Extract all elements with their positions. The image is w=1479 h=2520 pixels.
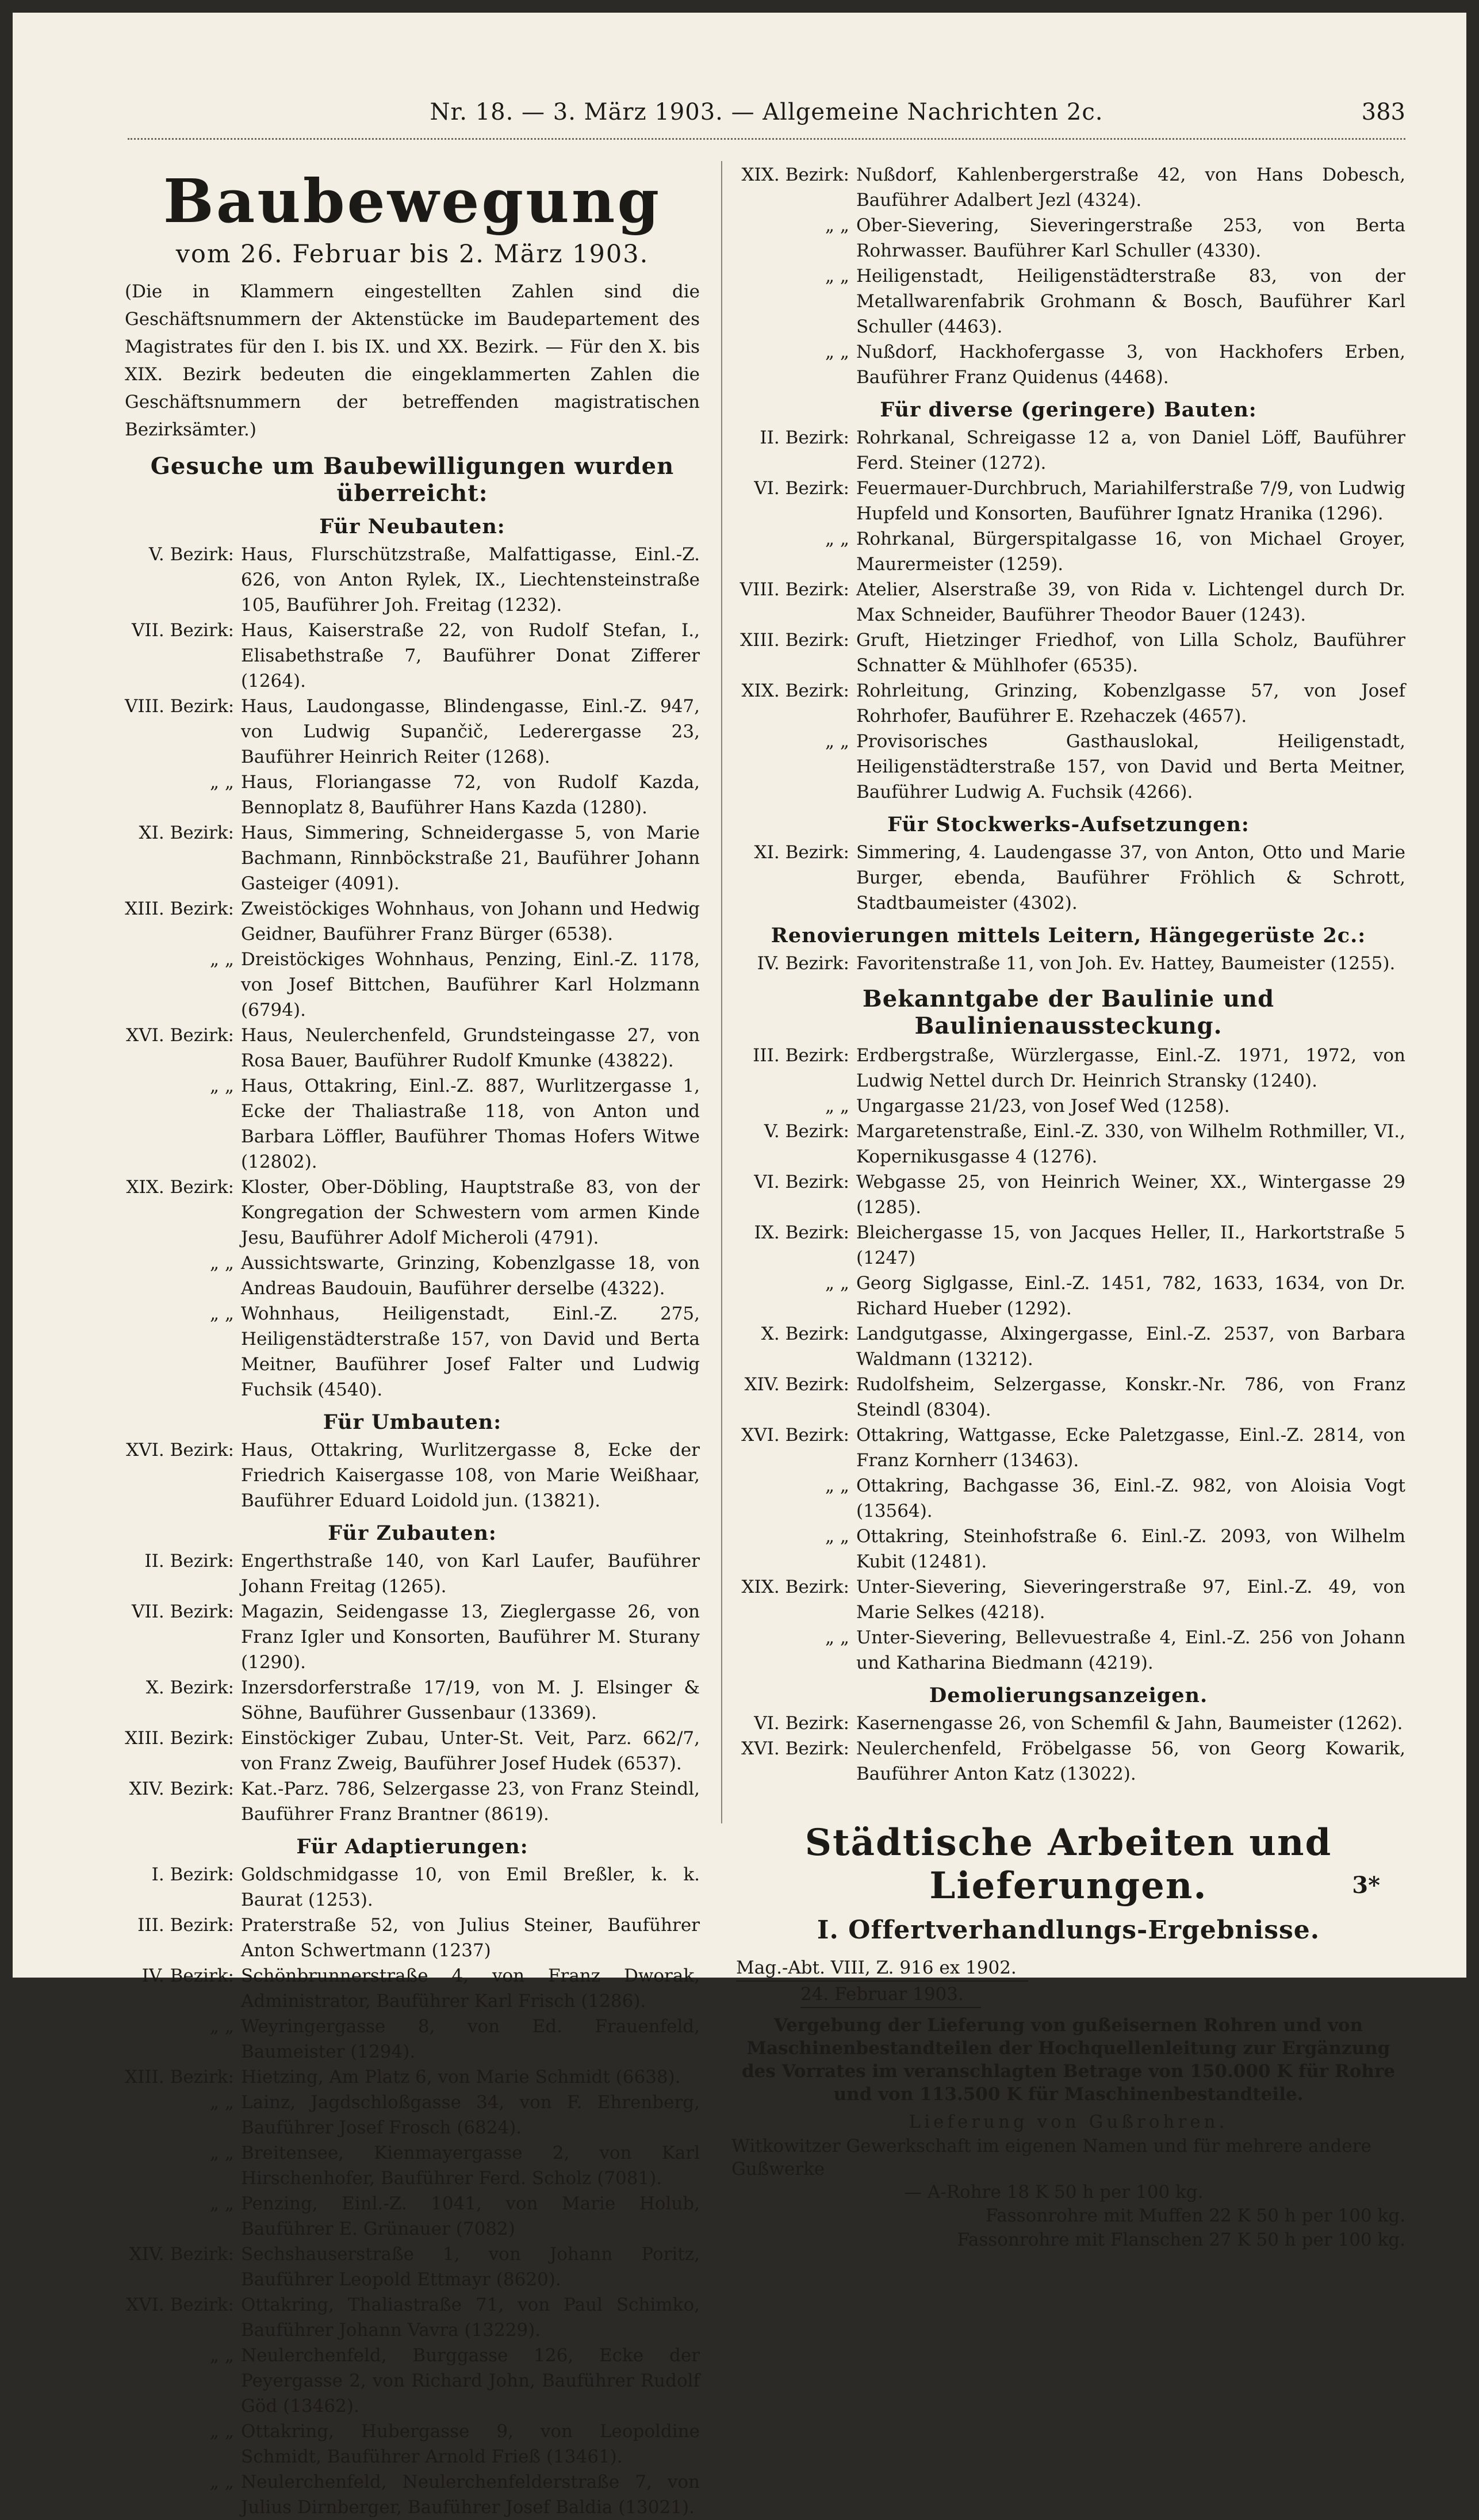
list-item (125, 1437, 700, 1513)
district-label: VIII. Bezirk: (125, 696, 235, 717)
list-item (731, 1711, 1405, 1736)
list-item (731, 1625, 1405, 1676)
district-label: XIII. Bezirk: (125, 898, 234, 919)
left-column (125, 162, 700, 2520)
entry-text: Haus, Floriangasse 72, von Rudolf Kazda, Bennoplatz 8, Bauführer Hans Kazda (1280). (241, 772, 700, 818)
list-item (125, 1548, 700, 1599)
list-item (731, 1321, 1405, 1372)
entry-text: Gruft, Hietzinger Friedhof, von Lilla Scholz, Bauführer Schnatter & Mühlhofer (6535). (856, 630, 1405, 676)
entry-text: Provisorisches Gasthauslokal, Heiligenstadt, Heiligenstädterstraße 157, von David und Berta Meitner, Bauführer Ludwig A. Fuchsik (4266). (856, 731, 1405, 802)
list-item (731, 1043, 1405, 1093)
list-item (731, 577, 1405, 628)
district-label: III. Bezirk: (137, 1915, 234, 1936)
district-label: III. Bezirk: (753, 1045, 849, 1066)
list-item (125, 542, 700, 618)
district-label: IV. Bezirk: (757, 953, 849, 974)
list-item (731, 1473, 1405, 1524)
district-label: „ „ (825, 1627, 849, 1648)
district-label: XIV. Bezirk: (129, 2244, 234, 2265)
list-item (125, 1251, 700, 1301)
entry-text: Rohrleitung, Grinzing, Kobenzlgasse 57, von Josef Rohrhofer, Bauführer E. Rzehaczek (4657). (856, 680, 1405, 726)
list-item (125, 1913, 700, 1963)
list-item (731, 425, 1405, 476)
date-range: vom 26. Februar bis 2. März 1903. (175, 240, 649, 269)
district-label: XIX. Bezirk: (126, 1177, 234, 1198)
list-item (731, 263, 1405, 339)
entry-text: Ottakring, Hubergasse 9, von Leopoldine Schmidt, Bauführer Arnold Frieß (13461). (241, 2421, 700, 2467)
list-item (731, 628, 1405, 678)
entry-text: Neulerchenfeld, Neulerchenfelderstraße 7, von Julius Dirnberger, Bauführer Josef Baldia (13021). (241, 2472, 700, 2518)
list-item (125, 2469, 700, 2520)
list-item (731, 213, 1405, 263)
entry-text: Inzersdorferstraße 17/19, von M. J. Elsinger & Söhne, Bauführer Gussenbaur (13369). (241, 1677, 700, 1723)
district-label: V. Bezirk: (148, 544, 234, 565)
entry-text: Margaretenstraße, Einl.-Z. 330, von Wilhelm Rothmiller, VI., Kopernikusgasse 4 (1276). (856, 1121, 1405, 1167)
subheading-demolierung: Demolierungsanzeigen. (929, 1684, 1208, 1707)
list-item (731, 951, 1405, 976)
entry-text: Nußdorf, Kahlenbergerstraße 42, von Hans Dobesch, Bauführer Adalbert Jezl (4324). (856, 165, 1405, 211)
district-label: „ „ (825, 266, 849, 286)
district-label: „ „ (210, 2472, 234, 2492)
subheading-neubauten: Für Neubauten: (319, 515, 505, 538)
district-label: X. Bezirk: (145, 1677, 234, 1698)
entry-text: Neulerchenfeld, Burggasse 126, Ecke der Peyergasse 2, von Richard John, Bauführer Rudolf Göd (13462). (241, 2345, 700, 2416)
section-title-arbeiten: Städtische Arbeiten und Lieferungen. (804, 1821, 1332, 1907)
entry-text: Kloster, Ober-Döbling, Hauptstraße 83, von der Kongregation der Schwestern vom armen Kinde Jesu, Bauführer Adolf Micheroli (4791). (241, 1177, 700, 1248)
district-label: XIV. Bezirk: (129, 1779, 234, 1799)
list-item (125, 1175, 700, 1251)
district-label: „ „ (825, 215, 849, 236)
entry-text: Ungargasse 21/23, von Josef Wed (1258). (856, 1096, 1230, 1116)
district-label: VI. Bezirk: (754, 1713, 849, 1734)
entry-text: Haus, Simmering, Schneidergasse 5, von Marie Bachmann, Rinnböckstraße 21, Bauführer Johann Gasteiger (4091). (241, 823, 700, 894)
entry-text: Heiligenstadt, Heiligenstädterstraße 83, von der Metallwarenfabrik Grohmann & Bosch, Bauführer Karl Schuller (4463). (856, 266, 1405, 337)
entry-text: Ottakring, Wattgasse, Ecke Paletzgasse, Einl.-Z. 2814, von Franz Kornherr (13463). (856, 1425, 1405, 1471)
district-label: „ „ (825, 1273, 849, 1294)
list-item (731, 729, 1405, 805)
entry-text: Rohrkanal, Schreigasse 12 a, von Daniel Löff, Bauführer Ferd. Steiner (1272). (856, 427, 1405, 473)
entry-text: Kat.-Parz. 786, Selzergasse 23, von Franz Steindl, Bauführer Franz Brantner (8619). (241, 1779, 700, 1825)
subheading-stockwerks: Für Stockwerks-Aufsetzungen: (887, 813, 1250, 836)
list-item (125, 1599, 700, 1675)
district-label: I. Bezirk: (151, 1864, 234, 1885)
entry-text: Haus, Kaiserstraße 22, von Rudolf Stefan, I., Elisabethstraße 7, Bauführer Donat Zifferer (1264). (241, 620, 700, 691)
list-item (125, 770, 700, 820)
district-label: „ „ (210, 1303, 234, 1324)
entry-text: Rudolfsheim, Selzergasse, Konskr.-Nr. 786, von Franz Steindl (8304). (856, 1374, 1405, 1420)
entry-text: Weyringergasse 8, von Ed. Frauenfeld, Baumeister (1294). (241, 2016, 700, 2062)
district-label: VI. Bezirk: (754, 478, 849, 499)
list-item (731, 339, 1405, 390)
list-item (731, 1422, 1405, 1473)
district-label: „ „ (825, 731, 849, 752)
entry-text: Favoritenstraße 11, von Joh. Ev. Hattey, Baumeister (1255). (856, 953, 1396, 974)
entry-text: Dreistöckiges Wohnhaus, Penzing, Einl.-Z. 1178, von Josef Bittchen, Bauführer Karl Holzmann (6794). (241, 949, 700, 1020)
entry-text: Haus, Ottakring, Wurlitzergasse 8, Ecke der Friedrich Kaisergasse 108, von Marie Weißhaar, Bauführer Eduard Loidold jun. (13821). (241, 1440, 700, 1511)
entry-text: Ober-Sievering, Sieveringerstraße 253, von Berta Rohrwasser. Bauführer Karl Schuller (4330). (856, 215, 1405, 261)
running-header (128, 93, 1405, 139)
list-item (731, 1119, 1405, 1169)
list-item (125, 2343, 700, 2419)
entry-text: Einstöckiger Zubau, Unter-St. Veit, Parz. 662/7, von Franz Zweig, Bauführer Josef Hudek (6537). (241, 1728, 700, 1774)
entry-text: Sechshauserstraße 1, von Johann Poritz, Bauführer Leopold Ettmayr (8620). (241, 2244, 700, 2290)
entry-text: Penzing, Einl.-Z. 1041, von Marie Holub, Bauführer E. Grünauer (7082) (241, 2193, 700, 2239)
umbauten-list (125, 1437, 700, 1513)
subheading-umbauten: Für Umbauten: (323, 1410, 502, 1434)
section-heading-offert: I. Offertverhandlungs-Ergebnisse. (817, 1915, 1320, 1945)
entry-text: Zweistöckiges Wohnhaus, von Johann und Hedwig Geidner, Bauführer Franz Bürger (6538). (241, 898, 700, 944)
tender-description: Vergebung der Lieferung von gußeisernen Rohren und von Maschinenbestandteilen der Hochquellenleitung zur Ergänzung des Vorrates im veranschlagten Betrage von 150.000 K für Rohre und von 113.500 K für Maschinenbestandteile. (741, 2015, 1396, 2105)
list-item (731, 1169, 1405, 1220)
list-item (731, 162, 1405, 213)
entry-text: Lainz, Jagdschloßgasse 34, von F. Ehrenberg, Bauführer Josef Frosch (6824). (241, 2092, 700, 2138)
district-label: „ „ (825, 1096, 849, 1116)
list-item (731, 1372, 1405, 1422)
entry-text: Kasernengasse 26, von Schemfil & Jahn, Baumeister (1262). (856, 1713, 1403, 1734)
entry-text: Atelier, Alserstraße 39, von Rida v. Lichtengel durch Dr. Max Schneider, Bauführer Theodor Bauer (1243). (856, 579, 1405, 625)
district-label: XIII. Bezirk: (125, 1728, 234, 1749)
entry-text: Breitensee, Kienmayergasse 2, von Karl Hirschenhofer, Bauführer Ferd. Scholz (7081). (241, 2143, 700, 2189)
list-item (125, 1301, 700, 1402)
district-label: „ „ (210, 2345, 234, 2366)
list-item (125, 820, 700, 896)
entry-text: Neulerchenfeld, Fröbelgasse 56, von Georg Kowarik, Bauführer Anton Katz (13022). (856, 1738, 1405, 1784)
subheading-adaptierungen: Für Adaptierungen: (296, 1835, 528, 1859)
entry-text: Unter-Sievering, Sieveringerstraße 97, Einl.-Z. 49, von Marie Selkes (4218). (856, 1577, 1405, 1623)
list-item (125, 2191, 700, 2242)
district-label: XI. Bezirk: (139, 823, 234, 843)
district-label: „ „ (210, 2016, 234, 2037)
district-label: XI. Bezirk: (754, 842, 849, 863)
renovierungen-list (731, 951, 1405, 976)
entry-text: Ottakring, Thaliastraße 71, von Paul Schimko, Bauführer Johann Vavra (13229). (241, 2295, 700, 2341)
baulinie-list (731, 1043, 1405, 1676)
district-label: „ „ (210, 772, 234, 793)
entry-text: Haus, Neulerchenfeld, Grundsteingasse 27, von Rosa Bauer, Bauführer Rudolf Kmunke (43822). (241, 1025, 700, 1071)
entry-text: Bleichergasse 15, von Jacques Heller, II., Harkortstraße 5 (1247) (856, 1222, 1405, 1268)
zubauten-list (125, 1548, 700, 1827)
district-label: „ „ (210, 2143, 234, 2163)
section-heading-baulinie: Bekanntgabe der Baulinie und Baulinienaussteckung. (862, 985, 1275, 1039)
list-item (125, 1963, 700, 2014)
district-label: XIX. Bezirk: (741, 165, 849, 185)
entry-text: Ottakring, Bachgasse 36, Einl.-Z. 982, von Aloisia Vogt (13564). (856, 1475, 1405, 1521)
district-label: XVI. Bezirk: (741, 1425, 849, 1446)
entry-text: Rohrkanal, Bürgerspitalgasse 16, von Michael Groyer, Maurermeister (1259). (856, 529, 1405, 575)
column-divider (721, 161, 722, 1823)
district-label: XIX. Bezirk: (741, 1577, 849, 1597)
list-item (125, 947, 700, 1023)
entry-text: Haus, Ottakring, Einl.-Z. 887, Wurlitzergasse 1, Ecke der Thaliastraße 118, von Anton und Barbara Löffler, Bauführer Thomas Hofers Witwe (12802). (241, 1076, 700, 1172)
price-line-flanschen: Fassonrohre mit Flanschen 27 K 50 h per 100 kg. (957, 2230, 1405, 2250)
list-item (125, 1862, 700, 1913)
delivery-heading: Lieferung von Gußrohren. (909, 2112, 1228, 2132)
district-label: II. Bezirk: (144, 1551, 234, 1571)
page-number: 383 (1361, 99, 1405, 125)
continued-list (731, 162, 1405, 390)
entry-text: Engerthstraße 140, von Karl Laufer, Bauführer Johann Freitag (1265). (241, 1551, 700, 1597)
district-label: „ „ (825, 1526, 849, 1547)
entry-text: Feuermauer-Durchbruch, Mariahilferstraße 7/9, von Ludwig Hupfeld und Konsorten, Bauführer Ignatz Hranika (1296). (856, 478, 1405, 524)
entry-text: Landgutgasse, Alxingergasse, Einl.-Z. 2537, von Barbara Waldmann (13212). (856, 1324, 1405, 1370)
entry-text: Magazin, Seidengasse 13, Zieglergasse 26, von Franz Igler und Konsorten, Bauführer M. Sturany (1290). (241, 1601, 700, 1673)
list-item (125, 2140, 700, 2191)
entry-text: Webgasse 25, von Heinrich Weiner, XX., Wintergasse 29 (1285). (856, 1172, 1405, 1218)
district-label: „ „ (825, 1475, 849, 1496)
district-label: VII. Bezirk: (131, 1601, 234, 1622)
district-label: VIII. Bezirk: (739, 579, 849, 600)
entry-text: Praterstraße 52, von Julius Steiner, Bauführer Anton Schwertmann (1237) (241, 1915, 700, 1961)
neubauten-list (125, 542, 700, 1402)
page (13, 13, 1466, 2518)
district-label: IX. Bezirk: (754, 1222, 849, 1243)
list-item (125, 1023, 700, 1073)
district-label: XVI. Bezirk: (126, 1440, 234, 1460)
list-item (125, 2014, 700, 2064)
list-item (125, 694, 700, 770)
entry-text: Nußdorf, Hackhofergasse 3, von Hackhofers Erben, Bauführer Franz Quidenus (4468). (856, 342, 1405, 388)
district-label: „ „ (210, 1076, 234, 1096)
district-label: „ „ (210, 2092, 234, 2113)
bidder-line: Witkowitzer Gewerkschaft im eigenen Namen und für mehrere andere Gußwerke (731, 2136, 1371, 2179)
list-item (731, 476, 1405, 526)
entry-text: Schönbrunnerstraße 4, von Franz Dworak, Administrator, Bauführer Karl Frisch (1286). (241, 1965, 700, 2012)
list-item (731, 1524, 1405, 1574)
list-item (125, 1726, 700, 1776)
list-item (731, 678, 1405, 729)
entry-text: Aussichtswarte, Grinzing, Kobenzlgasse 18, von Andreas Baudouin, Bauführer derselbe (4322). (241, 1253, 700, 1299)
list-item (125, 1073, 700, 1175)
district-label: XIV. Bezirk: (744, 1374, 849, 1395)
price-line-a-rohre: — A-Rohre 18 K 50 h per 100 kg. (904, 2182, 1204, 2202)
price-line-muffen: Fassonrohre mit Muffen 22 K 50 h per 100 kg. (985, 2205, 1405, 2226)
list-item (125, 1776, 700, 1827)
offer-date: 24. Februar 1903. (800, 1982, 981, 2008)
entry-text: Goldschmidgasse 10, von Emil Breßler, k. k. Baurat (1253). (241, 1864, 700, 1910)
explanatory-note: (Die in Klammern eingestellten Zahlen sind die Geschäftsnummern der Aktenstücke im Baudepartement des Magistrates für den I. bis IX. und XX. Bezirk. — Für den X. bis XIX. Bezirk bedeuten die eingeklammerten Zahlen die Geschäftsnummern der betreffenden magistratischen Bezirksämter.) (125, 281, 700, 440)
district-label: „ „ (210, 2193, 234, 2214)
adaptierungen-list (125, 1862, 700, 2520)
section-title-baubewegung: Baubewegung (163, 166, 662, 236)
entry-text: Ottakring, Steinhofstraße 6. Einl.-Z. 2093, von Wilhelm Kubit (12481). (856, 1526, 1405, 1572)
entry-text: Hietzing, Am Platz 6, von Marie Schmidt (6638). (241, 2067, 681, 2087)
diverse-list (731, 425, 1405, 805)
district-label: „ „ (825, 342, 849, 362)
list-item (731, 1574, 1405, 1625)
subheading-diverse: Für diverse (geringere) Bauten: (880, 398, 1257, 422)
district-label: „ „ (825, 529, 849, 549)
subheading-zubauten: Für Zubauten: (328, 1521, 497, 1545)
district-label: V. Bezirk: (764, 1121, 849, 1142)
entry-text: Haus, Laudongasse, Blindengasse, Einl.-Z. 947, von Ludwig Supančič, Lederergasse 23, Bauführer Heinrich Reiter (1268). (241, 696, 700, 767)
list-item (125, 2242, 700, 2292)
entry-text: Haus, Flurschützstraße, Malfattigasse, Einl.-Z. 626, von Anton Rylek, IX., Liechtensteinstraße 105, Bauführer Joh. Freitag (1232). (241, 544, 700, 615)
list-item (125, 2064, 700, 2090)
list-item (125, 2419, 700, 2469)
list-item (125, 2292, 700, 2343)
section-heading-gesuche: Gesuche um Baubewilligungen wurden überreicht: (150, 453, 675, 507)
district-label: II. Bezirk: (760, 427, 849, 448)
district-label: „ „ (210, 1253, 234, 1274)
list-item (731, 526, 1405, 577)
entry-text: Erdbergstraße, Würzlergasse, Einl.-Z. 1971, 1972, von Ludwig Nettel durch Dr. Heinrich Stransky (1240). (856, 1045, 1405, 1091)
right-column (731, 162, 1405, 2252)
list-item (125, 2090, 700, 2140)
district-label: XIII. Bezirk: (125, 2067, 234, 2087)
district-label: „ „ (210, 949, 234, 970)
list-item (731, 1271, 1405, 1321)
subheading-renovierungen: Renovierungen mittels Leitern, Hängegerüste 2c.: (771, 924, 1366, 947)
district-label: XVI. Bezirk: (126, 2295, 234, 2315)
sheet-signature: 3* (1352, 1872, 1380, 1899)
district-label: VI. Bezirk: (754, 1172, 849, 1192)
entry-text: Wohnhaus, Heiligenstadt, Einl.-Z. 275, Heiligenstädterstraße 157, von David und Berta Meitner, Bauführer Josef Falter und Ludwig Fuchsik (4540). (241, 1303, 700, 1400)
district-label: XIX. Bezirk: (741, 680, 849, 701)
demolierung-list (731, 1711, 1405, 1787)
list-item (125, 1675, 700, 1726)
list-item (731, 1220, 1405, 1271)
district-label: XIII. Bezirk: (740, 630, 849, 651)
district-label: „ „ (210, 2421, 234, 2442)
entry-text: Simmering, 4. Laudengasse 37, von Anton, Otto und Marie Burger, ebenda, Bauführer Fröhlich & Schrott, Stadtbaumeister (4302). (856, 842, 1405, 913)
list-item (125, 896, 700, 947)
district-label: XVI. Bezirk: (126, 1025, 234, 1046)
district-label: IV. Bezirk: (141, 1965, 234, 1986)
list-item (731, 1736, 1405, 1787)
district-label: X. Bezirk: (761, 1324, 849, 1344)
list-item (125, 618, 700, 694)
header-rule (128, 138, 1405, 140)
entry-text: Georg Siglgasse, Einl.-Z. 1451, 782, 1633, 1634, von Dr. Richard Hueber (1292). (856, 1273, 1405, 1319)
entry-text: Unter-Sievering, Bellevuestraße 4, Einl.-Z. 256 von Johann und Katharina Biedmann (4219). (856, 1627, 1405, 1673)
district-label: XVI. Bezirk: (741, 1738, 849, 1759)
district-label: VII. Bezirk: (131, 620, 234, 641)
magistrate-reference: Mag.-Abt. VIII, Z. 916 ex 1902. (736, 1955, 1028, 1982)
header-title: Nr. 18. — 3. März 1903. — Allgemeine Nachrichten 2c. (430, 99, 1103, 125)
list-item (731, 1093, 1405, 1119)
stockwerks-list (731, 840, 1405, 916)
list-item (731, 840, 1405, 916)
